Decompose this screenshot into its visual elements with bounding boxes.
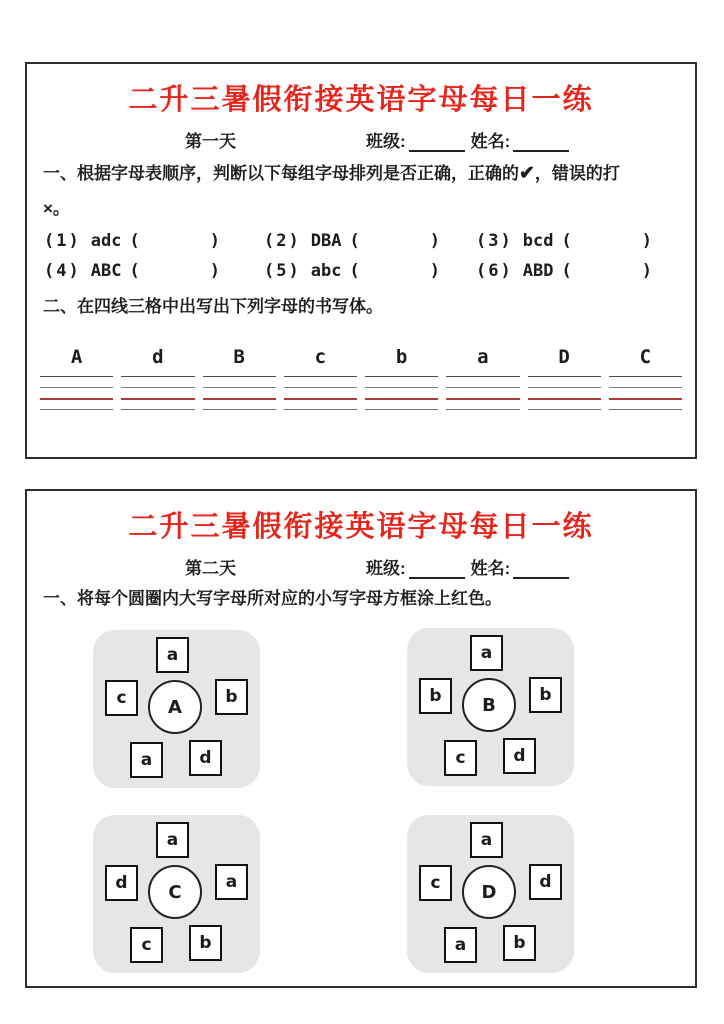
letter-square-top: a — [156, 822, 189, 858]
paren-open: ( — [349, 231, 360, 252]
practice-letter: b — [395, 346, 408, 369]
item-number: (1) — [44, 231, 81, 252]
question-item-5 — [264, 261, 476, 281]
grid-column — [528, 346, 601, 410]
paren-open: ( — [129, 231, 140, 252]
class-label: 班级: — [366, 559, 406, 579]
letter-card-A — [93, 630, 260, 788]
practice-letter: d — [152, 346, 164, 369]
item-number: (4) — [44, 261, 81, 282]
paren-close: ) — [209, 261, 220, 282]
question-item-3 — [476, 231, 695, 251]
practice-letter: C — [639, 346, 652, 369]
four-line-ruling — [528, 376, 601, 410]
day-label: 第二天 — [185, 559, 236, 579]
item-letters: adc — [90, 231, 122, 252]
four-line-grid — [40, 346, 682, 410]
center-letter-circle: C — [148, 865, 202, 919]
grid-column — [446, 346, 519, 410]
question-item-2 — [264, 231, 476, 251]
letter-square-bottom-right: b — [189, 925, 222, 961]
header-line — [27, 127, 695, 152]
question-1-text — [43, 159, 679, 188]
grid-column — [609, 346, 682, 410]
letter-card-B — [407, 628, 574, 786]
letter-square-left: d — [105, 865, 138, 901]
letter-square-right: d — [529, 864, 562, 900]
name-blank — [513, 559, 569, 579]
item-letters: ABD — [522, 261, 554, 282]
question-1-text-part2: ，错误的打 — [534, 164, 620, 184]
letter-card-D — [407, 815, 574, 973]
letter-square-top: a — [156, 637, 189, 673]
name-label: 姓名: — [470, 559, 511, 579]
class-blank — [409, 559, 465, 579]
letter-square-top: a — [470, 822, 503, 858]
paren-open: ( — [129, 261, 140, 282]
item-letters: ABC — [90, 261, 122, 282]
letter-square-right: b — [529, 677, 562, 713]
grid-column — [121, 346, 194, 410]
page-title: 二升三暑假衔接英语字母每日一练 — [128, 511, 594, 543]
paren-open: ( — [561, 231, 572, 252]
letter-square-bottom-right: b — [503, 925, 536, 961]
class-blank — [409, 132, 465, 152]
practice-letter: c — [314, 346, 327, 369]
letter-square-bottom-right: d — [189, 740, 222, 776]
item-number: (3) — [476, 231, 513, 252]
letter-square-bottom-left: c — [444, 740, 477, 776]
item-letters: abc — [310, 261, 342, 282]
grid-column — [284, 346, 357, 410]
letter-square-right: a — [215, 864, 248, 900]
letter-card-C — [93, 815, 260, 973]
grid-column — [40, 346, 113, 410]
question-item-6 — [476, 261, 695, 281]
letter-square-top: a — [470, 635, 503, 671]
four-line-ruling — [40, 376, 113, 410]
letter-square-left: c — [419, 865, 452, 901]
grid-column — [365, 346, 438, 410]
paren-open: ( — [561, 261, 572, 282]
center-letter-circle: B — [462, 678, 516, 732]
item-letters: bcd — [522, 231, 554, 252]
answer-blank — [349, 261, 440, 281]
center-letter-circle: D — [462, 865, 516, 919]
four-line-ruling — [446, 376, 519, 410]
letter-square-left: c — [105, 680, 138, 716]
paren-close: ) — [641, 231, 652, 252]
paren-close: ) — [209, 231, 220, 252]
practice-letter: D — [558, 346, 570, 369]
four-line-ruling — [203, 376, 276, 410]
item-number: (6) — [476, 261, 513, 282]
item-number: (2) — [264, 231, 301, 252]
paren-open: ( — [349, 261, 360, 282]
grid-column — [203, 346, 276, 410]
question-2-text: 二、在四线三格中出写出下列字母的书写体。 — [43, 297, 383, 317]
practice-letter: B — [233, 346, 245, 369]
practice-letter: a — [477, 346, 489, 369]
class-label: 班级: — [366, 132, 406, 152]
question-item-4 — [44, 261, 264, 281]
four-line-ruling — [609, 376, 682, 410]
check-mark: ✔ — [519, 163, 535, 185]
answer-blank — [349, 231, 440, 251]
four-line-ruling — [121, 376, 194, 410]
answer-blank — [129, 261, 220, 281]
four-line-ruling — [365, 376, 438, 410]
worksheet-page-2 — [25, 489, 697, 988]
question-1-text-line2: ×。 — [43, 198, 70, 218]
question-1-text: 一、将每个圆圈内大写字母所对应的小写字母方框涂上红色。 — [43, 589, 502, 609]
day-label: 第一天 — [185, 132, 236, 152]
letter-square-bottom-right: d — [503, 738, 536, 774]
letter-square-bottom-left: a — [444, 927, 477, 963]
letter-square-bottom-left: c — [130, 927, 163, 963]
item-number: (5) — [264, 261, 301, 282]
paren-close: ) — [429, 231, 440, 252]
letter-square-left: b — [419, 678, 452, 714]
name-blank — [513, 132, 569, 152]
practice-letter: A — [70, 346, 83, 369]
question-1-items — [27, 231, 695, 281]
four-line-ruling — [284, 376, 357, 410]
page-title: 二升三暑假衔接英语字母每日一练 — [128, 84, 594, 116]
question-item-1 — [44, 231, 264, 251]
name-label: 姓名: — [470, 132, 511, 152]
paren-close: ) — [429, 261, 440, 282]
answer-blank — [561, 231, 652, 251]
answer-blank — [129, 231, 220, 251]
answer-blank — [561, 261, 652, 281]
paren-close: ) — [641, 261, 652, 282]
item-letters: DBA — [310, 231, 342, 252]
letter-square-bottom-left: a — [130, 742, 163, 778]
worksheet-page-1 — [25, 62, 697, 459]
header-line — [27, 554, 695, 579]
letter-square-right: b — [215, 679, 248, 715]
center-letter-circle: A — [148, 680, 202, 734]
question-1-text-part1: 一、根据字母表顺序，判断以下每组字母排列是否正确，正确的 — [43, 164, 519, 184]
